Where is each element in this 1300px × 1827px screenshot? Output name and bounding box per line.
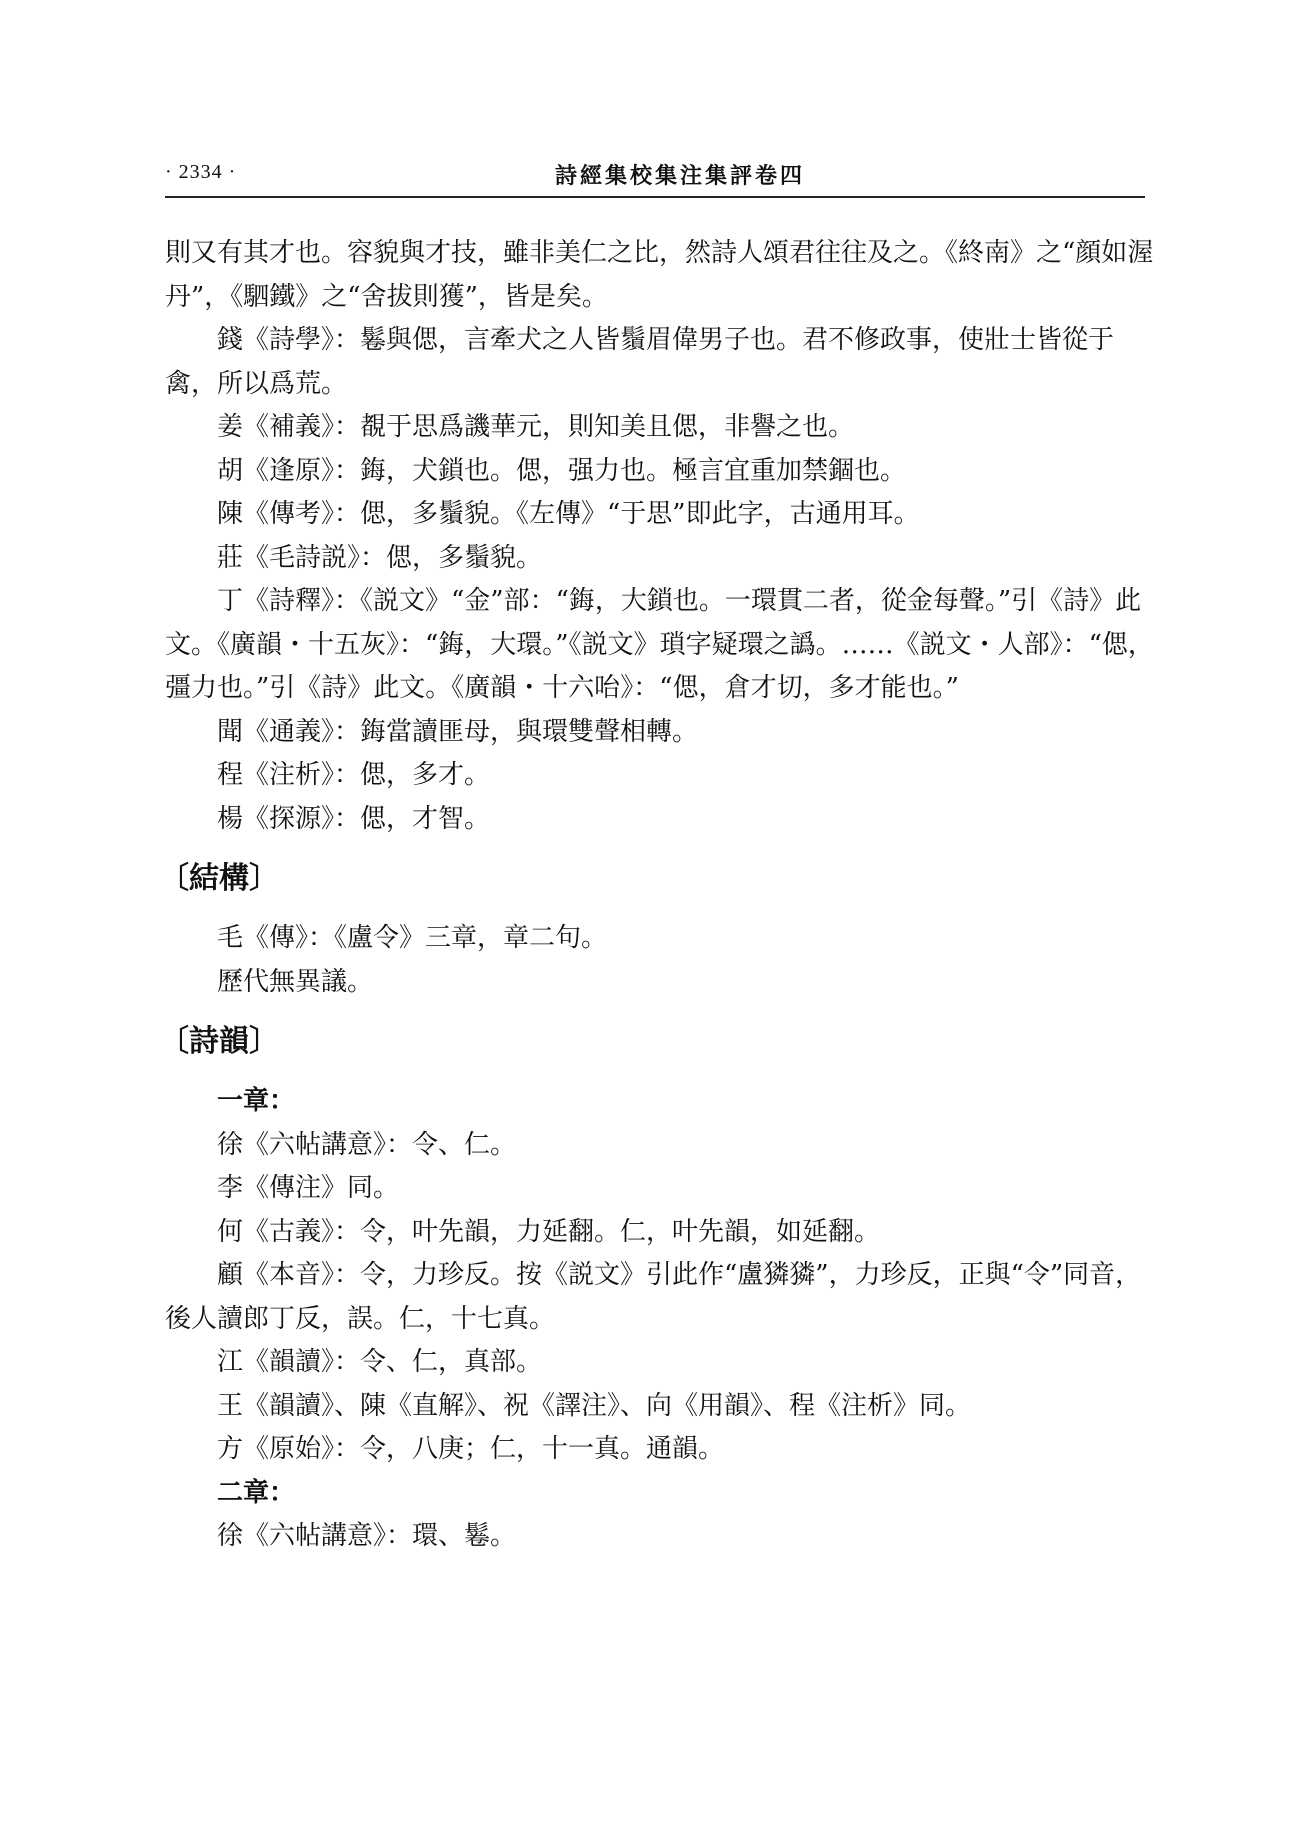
paragraph: 胡《逢原》：鋂，犬鎖也。偲，强力也。極言宜重加禁錮也。 [217, 455, 907, 486]
paragraph: 李《傳注》同。 [217, 1173, 400, 1203]
paragraph: 莊《毛詩説》：偲，多鬚貌。 [217, 542, 543, 573]
subheading-stanza: 一章： [217, 1086, 296, 1116]
paragraph: 徐《六帖講意》：令、仁。 [217, 1129, 517, 1160]
page-body [159, 232, 1155, 1559]
paragraph: 顧《本音》：令，力珍反。按《説文》引此作“盧獜獜”，力珍反，正與“令”同音，後人讀郎丁反，誤。仁，十七真。 [165, 1260, 1142, 1334]
paragraph: 姜《補義》：覩于思爲譏華元，則知美且偲，非譽之也。 [217, 412, 855, 442]
section-heading-structure: 〔結構〕 [159, 861, 279, 896]
paragraph: 徐《六帖講意》：環、鬈。 [217, 1521, 517, 1551]
running-title: 詩經集校集注集評卷四 [555, 163, 806, 189]
paragraph: 丁《詩釋》：《説文》“金”部：“鋂，大鎖也。一環貫二者，從金每聲。”引《詩》此文。《廣韻・十五灰》：“鋂，大環。”《説文》瑣字疑環之譌。……《説文・人部》：“偲，彊力也。”引《詩》此文。《廣韻・十六咍》：“偲，倉才切，多才能也。” [165, 586, 1154, 703]
paragraph: 江《韻讀》：令、仁，真部。 [217, 1347, 543, 1377]
paragraph: 楊《探源》：偲，才智。 [217, 803, 491, 834]
paragraph: 陳《傳考》：偲，多鬚貌。《左傳》“于思”即此字，古通用耳。 [217, 499, 920, 529]
subheading-stanza: 二章： [217, 1477, 296, 1508]
paragraph: 程《注析》：偲，多才。 [217, 760, 491, 790]
paragraph: 歷代無異議。 [217, 966, 374, 997]
page-number: · 2334 · [165, 161, 237, 183]
paragraph: 何《古義》：令，叶先韻，力延翻。仁，叶先韻，如延翻。 [217, 1216, 881, 1247]
paragraph: 方《原始》：令，八庚；仁，十一真。通韻。 [217, 1434, 725, 1464]
header-rule [165, 196, 1145, 198]
paragraph: 王《韻讀》、陳《直解》、祝《譯注》、向《用韻》、程《注析》同。 [217, 1390, 972, 1421]
paragraph: 毛《傳》：《盧令》三章，章二句。 [217, 923, 608, 953]
paragraph: 則又有其才也。容貌與才技，雖非美仁之比，然詩人頌君往往及之。《終南》之“顔如渥丹”，《駟鐵》之“舍拔則獲”，皆是矣。 [165, 238, 1154, 312]
page-header [165, 155, 1145, 195]
paragraph: 聞《通義》：鋂當讀匪母，與環雙聲相轉。 [217, 716, 699, 747]
paragraph: 錢《詩學》：鬈與偲，言牽犬之人皆鬚眉偉男子也。君不修政事，使壯士皆從于禽，所以爲荒。 [165, 325, 1115, 399]
section-heading-rhyme: 〔詩韻〕 [159, 1024, 279, 1059]
